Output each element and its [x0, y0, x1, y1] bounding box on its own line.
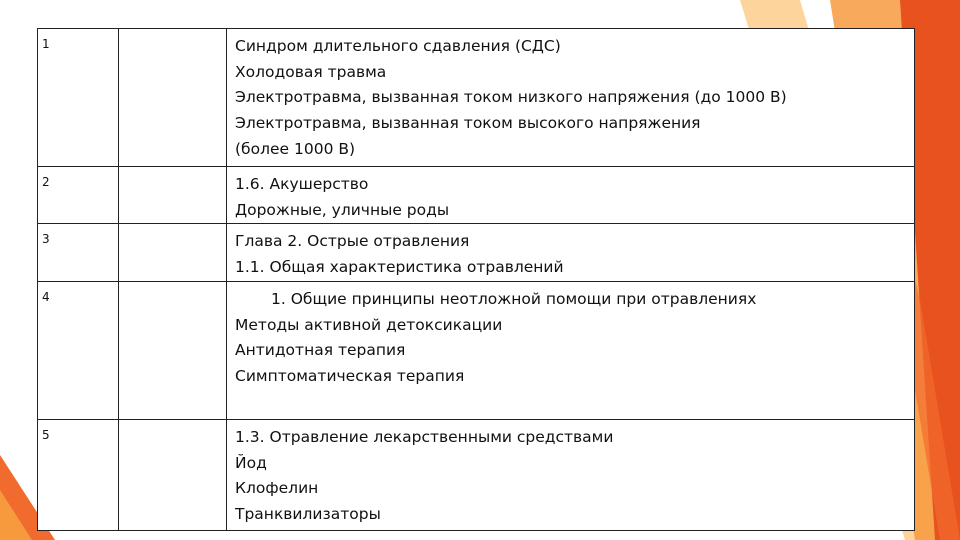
- content-line: 1.6. Акушерство: [235, 175, 369, 193]
- content-line: 1. Общие принципы неотложной помощи при отравлениях: [271, 289, 757, 308]
- content-line: Йод: [235, 453, 267, 472]
- blank-cell: [119, 29, 227, 167]
- row-content: [227, 224, 915, 281]
- content-table: [37, 28, 915, 531]
- row-number: 3: [38, 224, 119, 281]
- table-row: [38, 167, 915, 224]
- row-number: 2: [38, 167, 119, 224]
- row-content: [227, 167, 915, 224]
- blank-cell: [119, 281, 227, 419]
- content-line: Электротравма, вызванная током высокого напряжения: [235, 114, 701, 133]
- content-line: Электротравма, вызванная током низкого напряжения (до 1000 В): [235, 88, 787, 107]
- content-line: Дорожные, уличные роды: [235, 200, 450, 219]
- content-line: (более 1000 В): [235, 139, 356, 158]
- row-content: [227, 419, 915, 530]
- content-line: Симптоматическая терапия: [235, 366, 465, 385]
- table-row: [38, 224, 915, 281]
- content-line: Холодовая травма: [235, 62, 387, 81]
- content-line: Синдром длительного сдавления (СДС): [235, 37, 561, 55]
- table-row: [38, 419, 915, 530]
- content-line: Клофелин: [235, 479, 319, 498]
- row-content: [227, 281, 915, 419]
- row-number: 5: [38, 419, 119, 530]
- blank-cell: [119, 224, 227, 281]
- row-number: 1: [38, 29, 119, 167]
- table-row: [38, 281, 915, 419]
- content-line: Антидотная терапия: [235, 341, 406, 360]
- content-line: 1.3. Отравление лекарственными средствами: [235, 427, 614, 446]
- row-number: 4: [38, 281, 119, 419]
- content-line: Транквилизаторы: [235, 504, 381, 523]
- row-content: [227, 29, 915, 167]
- blank-cell: [119, 167, 227, 224]
- content-line: 1.1. Общая характеристика отравлений: [235, 258, 564, 277]
- content-line: Методы активной детоксикации: [235, 315, 503, 334]
- blank-cell: [119, 419, 227, 530]
- table-row: [38, 29, 915, 167]
- content-line: Глава 2. Острые отравления: [235, 232, 470, 251]
